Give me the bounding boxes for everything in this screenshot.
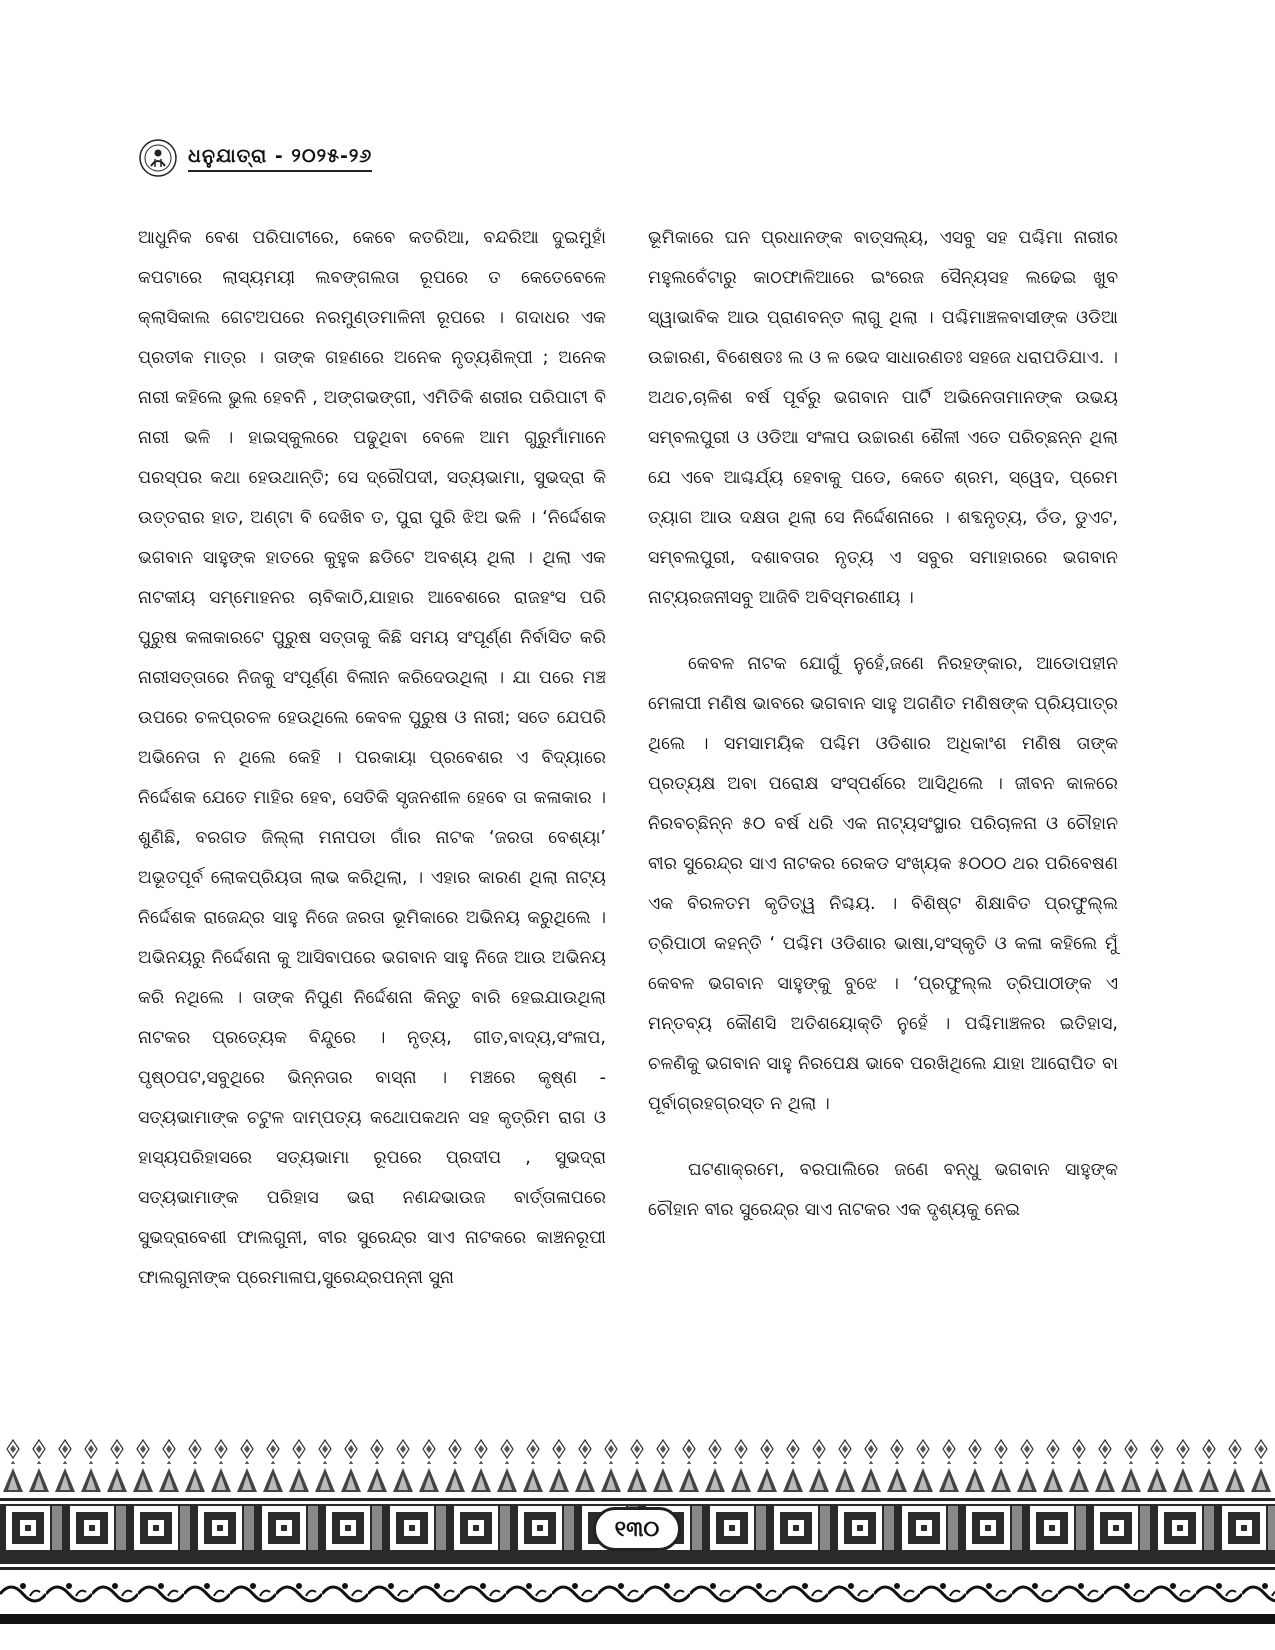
organization-emblem-icon bbox=[138, 138, 178, 178]
magazine-title: ଧନୁଯାତ୍ରା - ୨୦୨୫-୨୬ bbox=[188, 145, 372, 172]
left-column bbox=[138, 218, 606, 1298]
paragraph: କେବଳ ନାଟକ ଯୋଗୁଁ ନୁହେଁ,ଜଣେ ନିରହଙ୍କାର, ଆଡୋପହୀନ ମେଳାପୀ ମଣିଷ ଭାବରେ ଭଗବାନ ସାହୁ ଅଗଣିତ ମଣିଷଙ୍କ ପ୍ରିୟପାତ୍ର ଥିଲେ । ସମସାମୟିକ ପଶ୍ଚିମ ଓଡିଶାର ଅଧିକାଂଶ ମଣିଷ ତାଙ୍କ ପ୍ରତ୍ୟକ୍ଷ ଅବା ପରୋକ୍ଷ ସଂସ୍ପର୍ଶରେ ଆସିଥିଲେ । ଜୀବନ କାଳରେ ନିରବଚ୍ଛିନ୍ନ ୫୦ ବର୍ଷ ଧରି ଏକ ନାଟ୍ୟସଂସ୍ଥାର ପରିଚାଳନା ଓ ଚୌହାନ ବୀର ସୁରେନ୍ଦ୍ର ସାଏ ନାଟକର ରେକଡ ସଂଖ୍ୟକ ୫୦୦୦ ଥର ପରିବେଷଣ ଏକ ବିରଳତମ କୃତିତ୍ୱ ନିଶ୍ଚୟ. । ବିଶିଷ୍ଟ ଶିକ୍ଷାବିତ ପ୍ରଫୁଲ୍ଲ ତ୍ରିପାଠୀ କହନ୍ତି ‘ ପଶ୍ଚିମ ଓଡିଶାର ଭାଷା,ସଂସ୍କୃତି ଓ କଳା କହିଲେ ମୁଁ କେବଳ ଭଗବାନ ସାହୁଙ୍କୁ ବୁଝେ । ‘ପ୍ରଫୁଲ୍ଲ ତ୍ରିପାଠୀଙ୍କ ଏ ମନ୍ତବ୍ୟ କୌଣସି ଅତିଶୟୋକ୍ତି ନୁହେଁ । ପଶ୍ଚିମାଞ୍ଚଳର ଇତିହାସ, ଚଳଣିକୁ ଭଗବାନ ସାହୁ ନିରପେକ୍ଷ ଭାବେ ପରଖିଥିଲେ ଯାହା ଆରୋପିତ ବା ପୂର୍ବାଗ୍ରହଗ୍ରସ୍ତ ନ ଥିଲା । bbox=[648, 654, 1118, 1114]
paragraph: ଘଟଣାକ୍ରମେ, ବରପାଲିରେ ଜଣେ ବନ୍ଧୁ ଭଗବାନ ସାହୁଙ୍କ ଚୌହାନ ବୀର ସୁରେନ୍ଦ୍ର ସାଏ ନାଟକର ଏକ ଦୃଶ୍ୟକୁ ନେଇ bbox=[648, 1160, 1118, 1220]
page-number: ୧୩୦ bbox=[593, 1507, 681, 1551]
paragraph: ଆଧୁନିକ ବେଶ ପରିପାଟୀରେ, କେବେ କତରିଆ, ବନ୍ଦରିଆ ଦୁଇମୁହାଁ କପଟାରେ ଲାସ୍ୟମୟୀ ଲବଙ୍ଗଲତା ରୂପରେ ତ କେତେବେଳେ କ୍ଲାସିକାଲ ଗେଟଅପରେ ନରମୁଣ୍ଡମାଳିନୀ ରୂପରେ । ଗଦାଧର ଏକ ପ୍ରତୀକ ମାତ୍ର । ତାଙ୍କ ଗହଣରେ ଅନେକ ନୃତ୍ୟଶିଳ୍ପୀ ; ଅନେକ ନାରୀ କହିଲେ ଭୁଲ ହେବନି , ଅଙ୍ଗଭଙ୍ଗୀ, ଏମିତିକି ଶରୀର ପରିପାଟୀ ବି ନାରୀ ଭଳି । ହାଇସ୍କୁଲରେ ପଢୁଥିବା ବେଳେ ଆମ ଗୁରୁମାଁମାନେ ପରସ୍ପର କଥା ହେଉଥାନ୍ତି; ସେ ଦ୍ରୌପଦୀ, ସତ୍ୟଭାମା, ସୁଭଦ୍ରା କି ଉତ୍ତରାର ହାତ, ଅଣ୍ଟା ବି ଦେଖିବ ତ, ପୁରା ପୁରି ଝିଅ ଭଳି । ‘ନିର୍ଦ୍ଦେଶକ ଭଗବାନ ସାହୁଙ୍କ ହାତରେ କୁହୁକ ଛଡିଟେ ଅବଶ୍ୟ ଥିଲା । ଥିଲା ଏକ ନାଟକୀୟ ସମ୍ମୋହନର ଚାବିକାଠି,ଯାହାର ଆବେଶରେ ରାଜହଂସ ପରି ପୁରୁଷ କଳାକାରଟେ ପୁରୁଷ ସତ୍ତାକୁ କିଛି ସମୟ ସଂପୂର୍ଣ୍ଣ ନିର୍ବାସିତ କରି ନାରୀସତ୍ତାରେ ନିଜକୁ ସଂପୂର୍ଣ୍ଣ ବିଲୀନ କରିଦେଉଥିଲା । ଯା ପରେ ମଞ୍ଚ ଉପରେ ଚଳପ୍ରଚଳ ହେଉଥିଲେ କେବଳ ପୁରୁଷ ଓ ନାରୀ; ସତେ ଯେପରି ଅଭିନେତା ନ ଥିଲେ କେହି । ପରକାୟା ପ୍ରବେଶର ଏ ବିଦ୍ୟାରେ ନିର୍ଦ୍ଦେଶକ ଯେତେ ମାହିର ହେବ, ସେତିକି ସୃଜନଶୀଳ ହେବେ ତା କଳାକାର । ଶୁଣିଛି, ବରଗଡ ଜିଲ୍ଲା ମନାପଡା ଗାଁର ନାଟକ ‘ଜରତା ବେଶ୍ୟା’ ଅଭୂତପୂର୍ବ ଲୋକପ୍ରିୟତା ଲାଭ କରିଥିଲା, । ଏହାର କାରଣ ଥିଲା ନାଟ୍ୟ ନିର୍ଦ୍ଦେଶକ ରାଜେନ୍ଦ୍ର ସାହୁ ନିଜେ ଜରତା ଭୂମିକାରେ ଅଭିନୟ କରୁଥିଲେ । ଅଭିନୟରୁ ନିର୍ଦ୍ଦେଶନା କୁ ଆସିବାପରେ ଭଗବାନ ସାହୁ ନିଜେ ଆଉ ଅଭିନୟ କରି ନଥିଲେ । ତାଙ୍କ ନିପୁଣ ନିର୍ଦ୍ଦେଶନା କିନ୍ତୁ ବାରି ହେଇଯାଉଥିଲା ନାଟକର ପ୍ରତ୍ୟେକ ବିନ୍ଦୁରେ । ନୃତ୍ୟ, ଗୀତ,ବାଦ୍ୟ,ସଂଳାପ, ପୃଷ୍ଠପଟ,ସବୁଥିରେ ଭିନ୍ନତାର ବାସ୍ନା । ମଞ୍ଚରେ କୃଷ୍ଣ - ସତ୍ୟଭାମାଙ୍କ ଚଟୁଳ ଦାମ୍ପତ୍ୟ କଥୋପକଥନ ସହ କୃତ୍ରିମ ରାଗ ଓ ହାସ୍ୟପରିହାସରେ ସତ୍ୟଭାମା ରୂପରେ ପ୍ରଦୀପ , ସୁଭଦ୍ରା ସତ୍ୟଭାମାଙ୍କ ପରିହାସ ଭରା ନଣନ୍ଦଭାଉଜ ବାର୍ତ୍ତାଳାପରେ ସୁଭଦ୍ରାବେଶୀ ଫାଲଗୁନୀ, ବୀର ସୁରେନ୍ଦ୍ର ସାଏ ନାଟକରେ କାଞ୍ଚନରୂପୀ ଫାଲଗୁନୀଙ୍କ ପ୍ରେମାଳାପ,ସୁରେନ୍ଦ୍ରପନ୍ନୀ ସୁନା bbox=[138, 228, 606, 1288]
right-column bbox=[648, 218, 1118, 1230]
page-header bbox=[138, 138, 372, 178]
paragraph: ଭୂମିକାରେ ଘନ ପ୍ରଧାନଙ୍କ ବାତ୍ସଲ୍ୟ, ଏସବୁ ସହ ପଶ୍ଚିମା ନାରୀର ମହୁଲବେଁଟାରୁ କାଠଫାଳିଆରେ ଇଂରେଜ ସୈନ୍ୟସହ ଲଢେଇ ଖୁବ ସ୍ୱାଭାବିକ ଆଉ ପ୍ରାଣବନ୍ତ ଲାଗୁ ଥିଲା । ପଶ୍ଚିମାଞ୍ଚଳବାସୀଙ୍କ ଓଡିଆ ଉଚ୍ଚାରଣ, ବିଶେଷତଃ ଲ ଓ ଳ ଭେଦ ସାଧାରଣତଃ ସହଜେ ଧରାପଡିଯାଏ. । ଅଥଚ,ଚାଳିଶ ବର୍ଷ ପୂର୍ବରୁ ଭଗବାନ ପାର୍ଟି ଅଭିନେତାମାନଙ୍କ ଉଭୟ ସମ୍ବଲପୁରୀ ଓ ଓଡିଆ ସଂଳାପ ଉଚ୍ଚାରଣ ଶୈଳୀ ଏତେ ପରିଚ୍ଛନ୍ନ ଥିଲା ଯେ ଏବେ ଆଶ୍ଚର୍ଯ୍ୟ ହେବାକୁ ପଡେ, କେତେ ଶ୍ରମ, ସ୍ୱେଦ, ପ୍ରେମ ତ୍ୟାଗ ଆଉ ଦକ୍ଷତା ଥିଲା ସେ ନିର୍ଦ୍ଦେଶନାରେ । ଶବ୍ଦନୃତ୍ୟ, ଡଁଡ, ଡୁଏଟ, ସମ୍ବଲପୁରୀ, ଦଶାବତାର ନୃତ୍ୟ ଏ ସବୁର ସମାହାରରେ ଭଗବାନ ନାଟ୍ୟରଜନୀସବୁ ଆଜିବି ଅବିସ୍ମରଣୀୟ । bbox=[648, 228, 1118, 608]
